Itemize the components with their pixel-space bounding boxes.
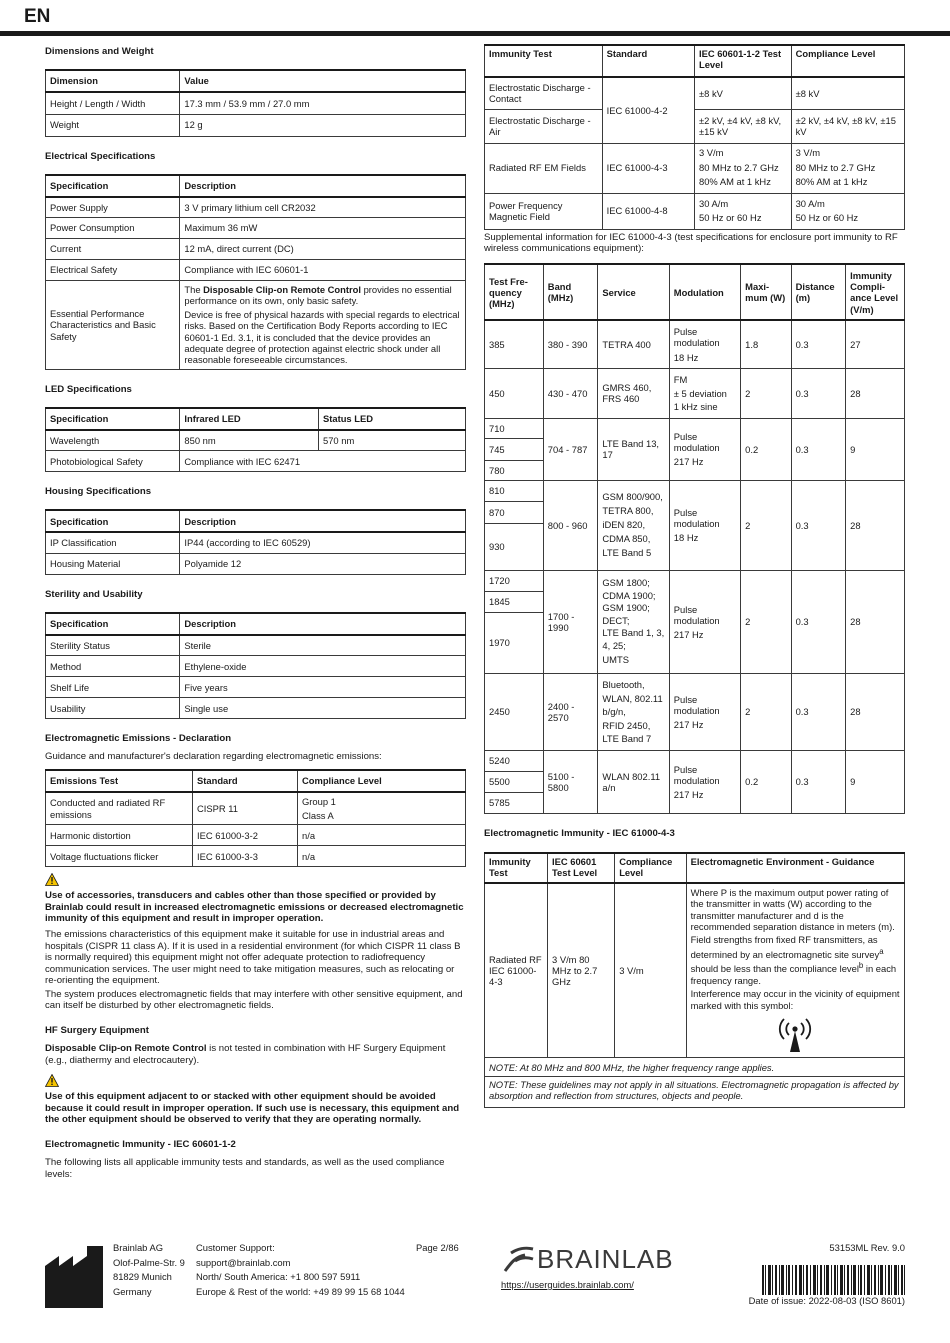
table-cell: Bluetooth, WLAN, 802.11 b/g/n, RFID 2450, LTE Band 7: [598, 673, 669, 750]
table-cell: 9: [846, 750, 905, 813]
table-cell: 0.3: [791, 480, 846, 570]
supplemental-table: [484, 263, 905, 814]
table-cell: GSM 800/900, TETRA 800, iDEN 820, CDMA 850, LTE Band 5: [598, 480, 669, 570]
col-header: IEC 60601 Test Level: [548, 853, 615, 883]
table-cell: 0.3: [791, 750, 846, 813]
table-cell: Power Supply: [46, 197, 180, 218]
table-cell: 2: [741, 480, 791, 570]
col-header: Immunity Compli-ance Level (V/m): [846, 264, 905, 320]
barcode-icon: [762, 1265, 905, 1295]
col-header: Description: [180, 613, 466, 635]
table-cell: 9: [846, 418, 905, 480]
table-row: [485, 750, 905, 771]
table-cell: 3 V primary lithium cell CR2032: [180, 197, 466, 218]
table-cell: 2450: [485, 673, 544, 750]
table-cell: Method: [46, 656, 180, 677]
col-header: Compliance Level: [615, 853, 686, 883]
table-cell: 3 V/m 80 MHz to 2.7 GHz: [548, 883, 615, 1058]
col-header: Standard: [193, 770, 298, 792]
table-cell: Ethylene-oxide: [180, 656, 466, 677]
electrical-heading: Electrical Specifications: [45, 150, 156, 162]
table-cell: 745: [485, 438, 544, 460]
table-cell: Harmonic distortion: [46, 825, 193, 846]
table-cell: Single use: [180, 698, 466, 719]
table-cell: 0.2: [741, 750, 791, 813]
table-cell: Conducted and radiated RF emissions: [46, 792, 193, 825]
table-cell: Power Consumption: [46, 218, 180, 239]
table-cell: Where P is the maximum output power rating of the transmitter in watts (W) according to the transmitter manufacturer and d is the recommended separation distance in meters (m). Field strengths from fixed RF transmitters, as determined by an electromagnetic site survey$^a$ should be less than the compliance level$^b$ in each frequency range. Interference may occur in the vicinity of equipment marked with this symbol:: [686, 883, 904, 1058]
table-cell: Essential Performance Characteristics and Basic Safety: [46, 281, 180, 370]
table-row: [485, 570, 905, 591]
table-cell: Maximum 36 mW: [180, 218, 466, 239]
table-cell: 5785: [485, 792, 544, 813]
table-row: [485, 320, 905, 368]
radio-transmitter-icon: [775, 1015, 815, 1053]
essential-para: The Disposable Clip-on Remote Control provides no essential performance on its own, only basic safety.: [184, 284, 452, 307]
table-cell: TETRA 400: [598, 320, 669, 368]
brainlab-logo: BRAINLAB: [501, 1243, 701, 1275]
table-cell: n/a: [298, 825, 466, 846]
col-header: Value: [180, 70, 466, 92]
col-header: Maxi-mum (W): [741, 264, 791, 320]
emissions-heading: Electromagnetic Emissions - Declaration: [45, 733, 232, 745]
table-cell: 810: [485, 480, 544, 501]
emissions-table: [45, 769, 466, 868]
immunity-table: [484, 44, 905, 230]
immunity-intro: The following lists all applicable immunity tests and standards, as well as the used compliance levels:: [45, 1157, 445, 1180]
table-cell: Power Frequency Magnetic Field: [485, 193, 603, 229]
table-cell: Group 1 Class A: [298, 792, 466, 825]
table-cell: 28: [846, 368, 905, 418]
table-cell: 30 A/m 50 Hz or 60 Hz: [791, 193, 904, 229]
table-cell: IEC 61000-4-8: [602, 193, 694, 229]
table-cell: 28: [846, 570, 905, 673]
table-cell: IP44 (according to IEC 60529): [180, 532, 466, 553]
table-cell: Electrostatic Discharge - Contact: [485, 77, 603, 109]
table-cell: 430 - 470: [543, 368, 598, 418]
table-cell: Pulse modulation 217 Hz: [669, 418, 740, 480]
col-header: Band (MHz): [543, 264, 598, 320]
table-row: [485, 418, 905, 438]
table-cell: Height / Length / Width: [46, 92, 180, 114]
em-immunity-heading: Electromagnetic Immunity - IEC 61000-4-3: [484, 827, 675, 839]
led-table: [45, 407, 466, 473]
warning-block-2: [45, 1074, 466, 1125]
table-cell: 704 - 787: [543, 418, 598, 480]
table-row: [485, 368, 905, 418]
table-cell: 2: [741, 368, 791, 418]
table-cell: Radiated RF IEC 61000-4-3: [485, 883, 548, 1058]
col-header: Description: [180, 175, 466, 197]
housing-table: [45, 509, 466, 575]
col-header: Specification: [46, 175, 180, 197]
table-note: NOTE: These guidelines may not apply in all situations. Electromagnetic propagation is affected by absorption and reflection from structures, objects and people.: [485, 1077, 905, 1107]
table-cell: 800 - 960: [543, 480, 598, 570]
table-cell: 0.3: [791, 570, 846, 673]
dimensions-table: [45, 69, 466, 137]
table-cell: 0.3: [791, 368, 846, 418]
revision-label: 53153ML Rev. 9.0: [829, 1242, 905, 1253]
table-row: [485, 673, 905, 750]
warning-text: Use of this equipment adjacent to or stacked with other equipment should be avoided because it could result in improper operation. If such use is necessary, this equipment and the other equipment should be observed to verify that they are operating normally.: [45, 1091, 460, 1125]
col-header: Specification: [46, 510, 180, 532]
brainlab-logo-icon: [501, 1243, 535, 1273]
table-cell: 385: [485, 320, 544, 368]
col-header: Compliance Level: [791, 45, 904, 77]
table-cell: 1720: [485, 570, 544, 591]
table-cell: IEC 61000-4-3: [602, 143, 694, 193]
table-cell: Radiated RF EM Fields: [485, 143, 603, 193]
sterility-heading: Sterility and Usability: [45, 588, 143, 600]
table-cell: 1.8: [741, 320, 791, 368]
table-cell: Voltage fluctuations flicker: [46, 846, 193, 867]
table-cell: Pulse modulation 18 Hz: [669, 320, 740, 368]
col-header: Test Fre-quency (MHz): [485, 264, 544, 320]
col-header: IEC 60601-1-2 Test Level: [694, 45, 791, 77]
address-block: Brainlab AG Olof-Palme-Str. 9 81829 Munich Germany: [113, 1242, 185, 1297]
table-cell: ±8 kV: [791, 77, 904, 109]
dimensions-heading: Dimensions and Weight: [45, 46, 154, 57]
housing-heading: Housing Specifications: [45, 486, 152, 498]
table-cell: Electrostatic Discharge - Air: [485, 109, 603, 143]
table-note: NOTE: At 80 MHz and 800 MHz, the higher frequency range applies.: [485, 1058, 905, 1077]
table-cell: Usability: [46, 698, 180, 719]
table-cell: 12 mA, direct current (DC): [180, 239, 466, 260]
table-cell: 30 A/m 50 Hz or 60 Hz: [694, 193, 791, 229]
warning-icon: [45, 873, 59, 886]
col-header: Modulation: [669, 264, 740, 320]
table-cell: 380 - 390: [543, 320, 598, 368]
table-row: [485, 480, 905, 501]
table-cell: CISPR 11: [193, 792, 298, 825]
supplemental-text: Supplemental information for IEC 61000-4-3 (test specifications for enclosure port immunity to RF wireless communications equipment):: [484, 231, 898, 254]
table-cell: 5500: [485, 771, 544, 792]
table-cell: LTE Band 13, 17: [598, 418, 669, 480]
table-cell: n/a: [298, 846, 466, 867]
support-block: Customer Support: support@brainlab.com North/ South America: +1 800 597 5911 Europe & Rest of the world: +49 89 99 15 68 1044: [196, 1242, 405, 1297]
table-cell: Compliance with IEC 62471: [180, 451, 466, 472]
table-cell: 28: [846, 480, 905, 570]
table-cell: Sterile: [180, 635, 466, 656]
table-cell: Shelf Life: [46, 677, 180, 698]
warning-text: Use of accessories, transducers and cables other than those specified or provided by Brainlab could result in increased electromagnetic emissions or decreased electromagnetic immunity of this equipment and result in improper operation.: [45, 890, 464, 925]
table-cell: 870: [485, 501, 544, 523]
table-cell: IEC 61000-3-2: [193, 825, 298, 846]
table-cell: Pulse modulation 217 Hz: [669, 750, 740, 813]
manufacturer-icon: [45, 1246, 103, 1308]
emissions-intro: Guidance and manufacturer's declaration regarding electromagnetic emissions:: [45, 751, 382, 763]
col-header: Specification: [46, 613, 180, 635]
table-cell: Pulse modulation 217 Hz: [669, 673, 740, 750]
table-cell: GMRS 460, FRS 460: [598, 368, 669, 418]
table-cell: 710: [485, 418, 544, 438]
table-cell: 12 g: [180, 114, 466, 136]
col-header: Standard: [602, 45, 694, 77]
hf-paragraph: Disposable Clip-on Remote Control is not tested in combination with HF Surgery Equipment (e.g., diathermy and electrocautery).: [45, 1043, 446, 1066]
table-cell: Compliance with IEC 60601-1: [180, 260, 466, 281]
right-column: [484, 44, 905, 1108]
essential-para: Device is free of physical hazards with special regards to electrical risks. Based on the Certification Body Reports according to IEC 60601-1 Ed. 3.1, it is concluded that the device provides an adequate degree of protection against electric shock under all reasonable foreseeable circumstances.: [184, 308, 460, 366]
col-header: Compliance Level: [298, 770, 466, 792]
body-paragraph: The emissions characteristics of this equipment make it suitable for use in industrial areas and hospitals (CISPR 11 class A). If it is used in a residential environment (for which CISPR 11 class B is normally required) this equipment might not offer adequate protection to radiofrequency communication services. The user might need to take mitigation measures, such as relocating or re-orienting the equipment.: [45, 929, 461, 987]
warning-block-1: [45, 873, 466, 924]
table-cell: 570 nm: [318, 430, 465, 451]
table-cell: Photobiological Safety: [46, 451, 180, 472]
table-cell: Weight: [46, 114, 180, 136]
table-cell: 3 V/m 80 MHz to 2.7 GHz 80% AM at 1 kHz: [791, 143, 904, 193]
col-header: Specification: [46, 408, 180, 430]
led-heading: LED Specifications: [45, 383, 132, 395]
table-cell: Electrical Safety: [46, 260, 180, 281]
col-header: Electromagnetic Environment - Guidance: [686, 853, 904, 883]
table-cell: 450: [485, 368, 544, 418]
support-email[interactable]: support@brainlab.com: [196, 1256, 291, 1268]
table-cell: FM ± 5 deviation 1 kHz sine: [669, 368, 740, 418]
language-label: EN: [24, 6, 51, 27]
table-cell: [180, 281, 466, 370]
userguides-link[interactable]: https://userguides.brainlab.com/: [501, 1279, 634, 1290]
table-cell: 0.3: [791, 418, 846, 480]
col-header: Status LED: [318, 408, 465, 430]
body-paragraph: The system produces electromagnetic fields that may interfere with other sensitive equipment, and can itself be disturbed by other electromagnetic fields.: [45, 988, 463, 1011]
table-cell: Housing Material: [46, 553, 180, 574]
table-cell: ±2 kV, ±4 kV, ±8 kV, ±15 kV: [791, 109, 904, 143]
left-column: [45, 44, 466, 1180]
electrical-table: [45, 174, 466, 370]
table-cell: 0.3: [791, 320, 846, 368]
table-cell: Polyamide 12: [180, 553, 466, 574]
table-cell: 0.2: [741, 418, 791, 480]
page-number: Page 2/86: [416, 1242, 459, 1253]
table-cell: Pulse modulation 217 Hz: [669, 570, 740, 673]
issue-date: Date of issue: 2022-08-03 (ISO 8601): [748, 1295, 905, 1306]
table-cell: IEC 61000-3-3: [193, 846, 298, 867]
table-cell: 780: [485, 460, 544, 480]
table-cell: 0.3: [791, 673, 846, 750]
table-cell: IEC 61000-4-2: [602, 77, 694, 143]
table-cell: 5100 - 5800: [543, 750, 598, 813]
table-cell: Pulse modulation 18 Hz: [669, 480, 740, 570]
col-header: Immunity Test: [485, 45, 603, 77]
table-cell: 28: [846, 673, 905, 750]
table-cell: Five years: [180, 677, 466, 698]
table-cell: 27: [846, 320, 905, 368]
sterility-table: [45, 612, 466, 720]
table-cell: 3 V/m 80 MHz to 2.7 GHz 80% AM at 1 kHz: [694, 143, 791, 193]
table-cell: GSM 1800; CDMA 1900; GSM 1900; DECT; LTE Band 1, 3, 4, 25; UMTS: [598, 570, 669, 673]
table-cell: ±8 kV: [694, 77, 791, 109]
table-cell: 5240: [485, 750, 544, 771]
warning-icon: [45, 1074, 59, 1087]
table-cell: Sterility Status: [46, 635, 180, 656]
table-cell: 850 nm: [180, 430, 319, 451]
table-cell: 1970: [485, 612, 544, 673]
table-cell: 2: [741, 570, 791, 673]
hf-heading: HF Surgery Equipment: [45, 1025, 149, 1037]
col-header: Description: [180, 510, 466, 532]
col-header: Immunity Test: [485, 853, 548, 883]
table-cell: Current: [46, 239, 180, 260]
table-cell: 3 V/m: [615, 883, 686, 1058]
col-header: Emissions Test: [46, 770, 193, 792]
em-immunity-table: [484, 852, 905, 1108]
col-header: Distance (m): [791, 264, 846, 320]
table-cell: 1700 - 1990: [543, 570, 598, 673]
col-header: Service: [598, 264, 669, 320]
table-cell: 1845: [485, 591, 544, 612]
table-cell: 17.3 mm / 53.9 mm / 27.0 mm: [180, 92, 466, 114]
table-cell: Wavelength: [46, 430, 180, 451]
table-cell: 930: [485, 523, 544, 570]
table-cell: IP Classification: [46, 532, 180, 553]
table-cell: 2400 - 2570: [543, 673, 598, 750]
immunity-heading: Electromagnetic Immunity - IEC 60601-1-2: [45, 1139, 236, 1151]
table-cell: 2: [741, 673, 791, 750]
table-cell: ±2 kV, ±4 kV, ±8 kV, ±15 kV: [694, 109, 791, 143]
header-rule: [0, 31, 950, 36]
table-cell: WLAN 802.11 a/n: [598, 750, 669, 813]
col-header: Infrared LED: [180, 408, 319, 430]
col-header: Dimension: [46, 70, 180, 92]
